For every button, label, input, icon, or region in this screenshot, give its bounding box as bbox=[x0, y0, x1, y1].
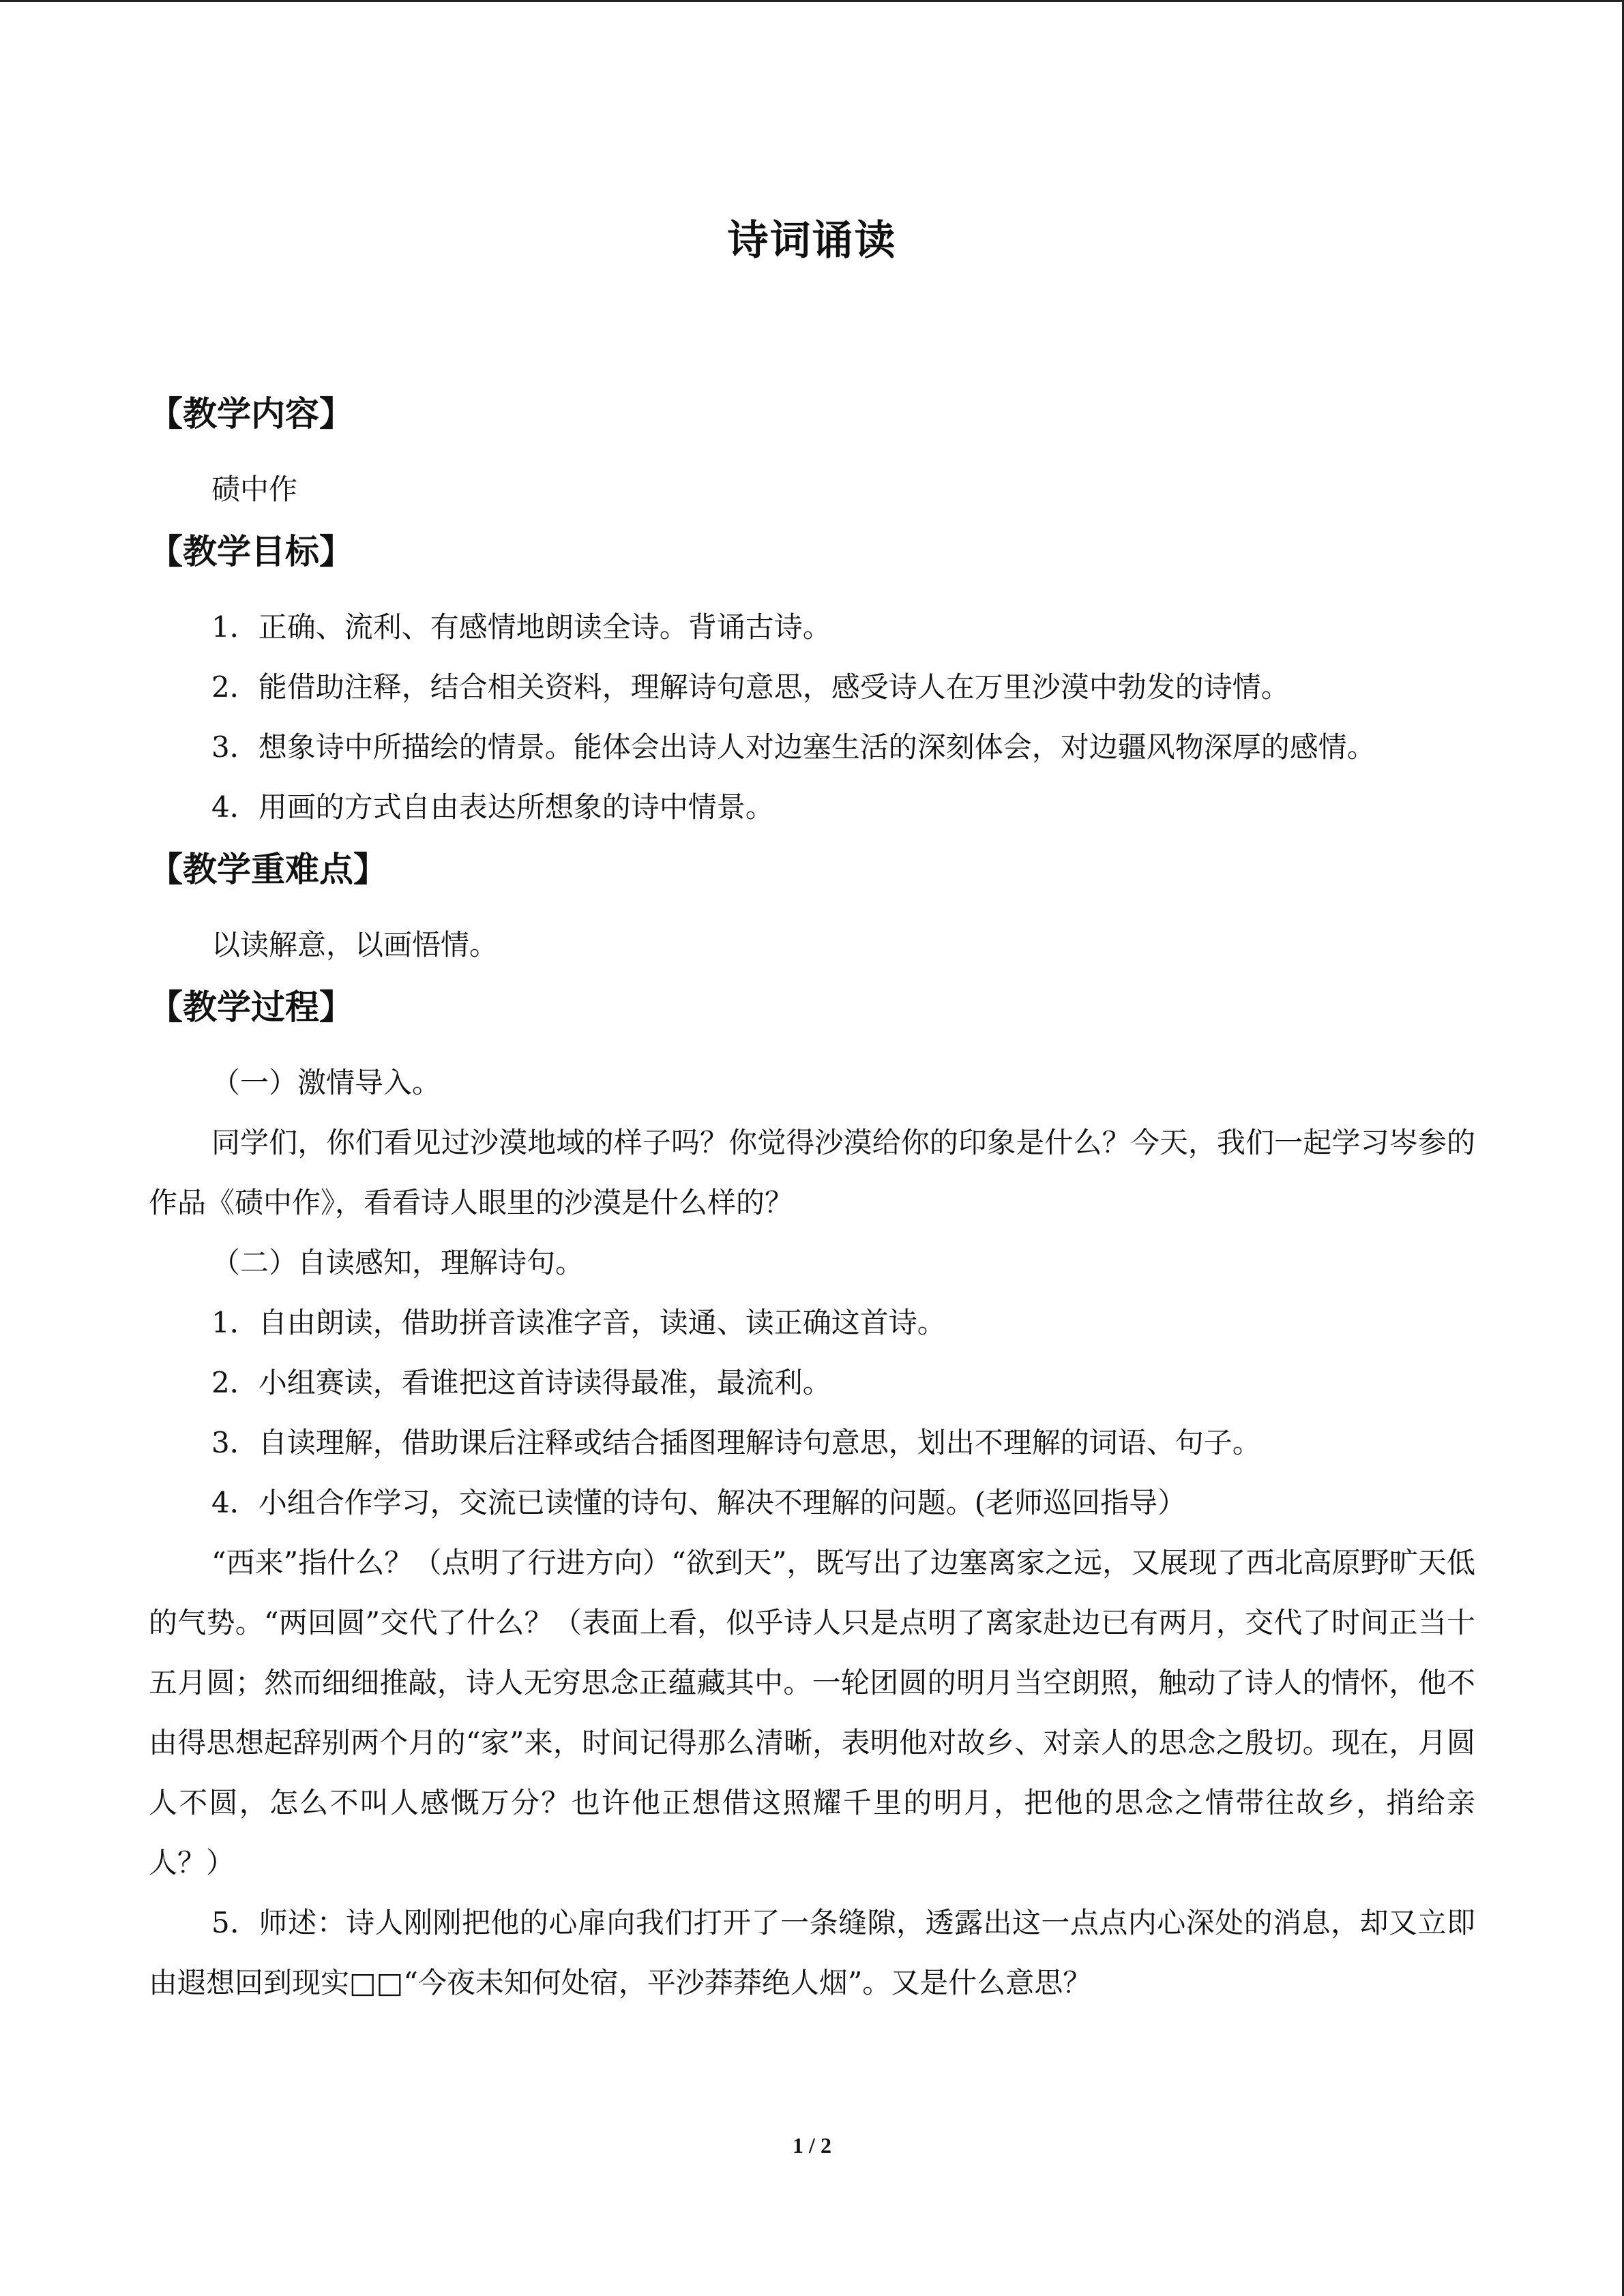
paragraph: 同学们，你们看见过沙漠地域的样子吗？你觉得沙漠给你的印象是什么？今天，我们一起学习岑参的作品《碛中作》，看看诗人眼里的沙漠是什么样的？ bbox=[149, 1126, 1475, 1219]
paragraph: 1．正确、流利、有感情地朗读全诗。背诵古诗。 bbox=[211, 610, 831, 644]
paragraph: 以读解意，以画悟情。 bbox=[211, 928, 499, 961]
page-number: 1 / 2 bbox=[793, 2133, 831, 2158]
paragraph: （一）激情导入。 bbox=[211, 1066, 441, 1099]
paragraph: 2．能借助注释，结合相关资料，理解诗句意思，感受诗人在万里沙漠中勃发的诗情。 bbox=[211, 670, 1290, 704]
paragraph: 4．用画的方式自由表达所想象的诗中情景。 bbox=[211, 790, 774, 824]
section-heading-key-points: 【教学重难点】 bbox=[149, 850, 387, 889]
paragraph: 碛中作 bbox=[211, 473, 298, 506]
section-heading-objectives: 【教学目标】 bbox=[149, 532, 353, 571]
page-top-border bbox=[0, 0, 1624, 2]
document-title: 诗词诵读 bbox=[727, 217, 897, 265]
paragraph: “西来”指什么？（点明了行进方向）“欲到天”，既写出了边塞离家之远，又展现了西北高原野旷天低的气势。“两回圆”交代了什么？（表面上看，似乎诗人只是点明了离家赴边已有两月，交代了时间正当十五月圆；然而细细推敲，诗人无穷思念正蕴藏其中。一轮团圆的明月当空朗照，触动了诗人的情怀，他不由得思想起辞别两个月的“家”来，时间记得那么清晰，表明他对故乡、对亲人的思念之殷切。现在，月圆人不圆，怎么不叫人感慨万分？也许他正想借这照耀千里的明月，把他的思念之情带往故乡，捎给亲人？） bbox=[149, 1546, 1475, 1879]
paragraph: 3．想象诗中所描绘的情景。能体会出诗人对边塞生活的深刻体会，对边疆风物深厚的感情。 bbox=[211, 730, 1376, 764]
section-heading-content: 【教学内容】 bbox=[149, 394, 353, 434]
paragraph: 3．自读理解，借助课后注释或结合插图理解诗句意思，划出不理解的词语、句子。 bbox=[211, 1426, 1261, 1459]
paragraph: 5．师述：诗人刚刚把他的心扉向我们打开了一条缝隙，透露出这一点点内心深处的消息，却又立即由遐想回到现实□□“今夜未知何处宿，平沙莽莽绝人烟”。又是什么意思？ bbox=[149, 1906, 1475, 1999]
paragraph: 1．自由朗读，借助拼音读准字音，读通、读正确这首诗。 bbox=[211, 1306, 946, 1339]
paragraph: （二）自读感知，理解诗句。 bbox=[211, 1246, 585, 1279]
document-body bbox=[149, 382, 1475, 2013]
paragraph: 4．小组合作学习，交流已读懂的诗句、解决不理解的问题。(老师巡回指导） bbox=[211, 1486, 1187, 1519]
paragraph: 2．小组赛读，看谁把这首诗读得最准，最流利。 bbox=[211, 1366, 831, 1399]
section-heading-process: 【教学过程】 bbox=[149, 987, 353, 1027]
